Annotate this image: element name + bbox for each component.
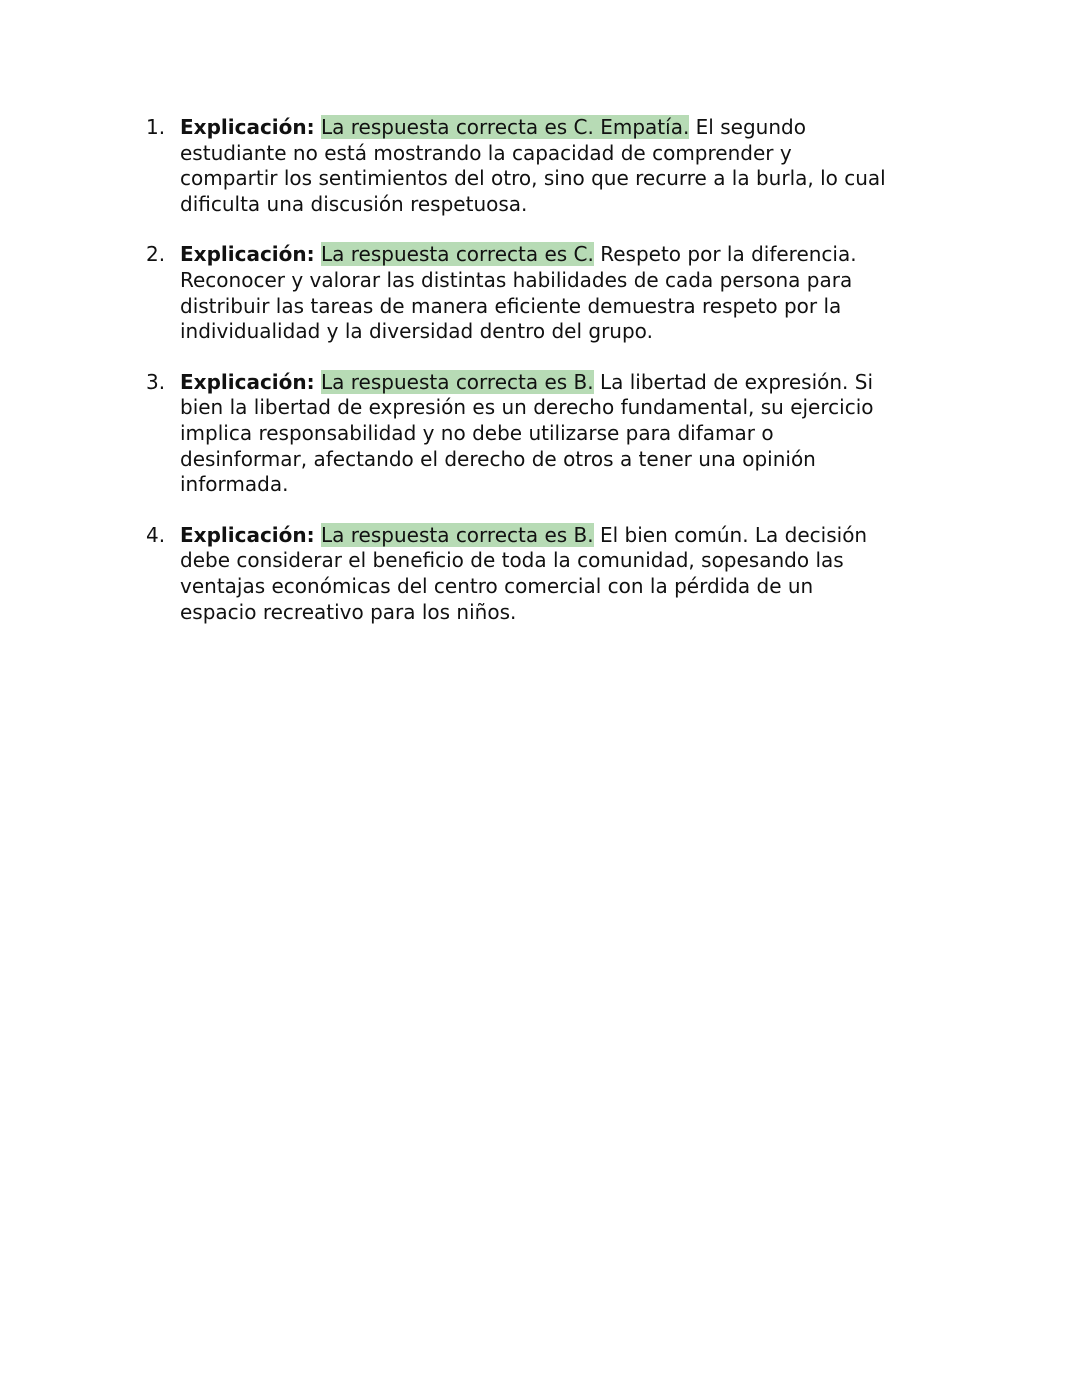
list-item — [146, 523, 886, 625]
highlighted-answer: La respuesta correcta es B. — [321, 369, 594, 394]
highlighted-answer: La respuesta correcta es B. — [321, 522, 594, 547]
item-number: 3. — [146, 369, 166, 394]
item-number: 2. — [146, 242, 166, 267]
list-item — [146, 370, 886, 498]
list-item — [146, 115, 886, 217]
item-explanation: La libertad de expresión. Si bien la libertad de expresión es un derecho fundamental, su ejercicio implica responsabilidad y no debe utilizarse para difamar o desinformar, afectando el derecho de otros a tener una opinión informada. — [180, 369, 874, 497]
explanation-list — [146, 115, 886, 650]
item-explanation: El segundo estudiante no está mostrando la capacidad de comprender y compartir los sentimientos del otro, sino que recurre a la burla, lo cual dificulta una discusión respetuosa. — [180, 115, 886, 216]
item-number: 1. — [146, 115, 166, 139]
highlighted-answer: La respuesta correcta es C. Empatía. — [321, 115, 690, 139]
list-item — [146, 242, 886, 344]
item-label: Explicación: — [180, 522, 315, 547]
item-explanation: El bien común. La decisión debe considerar el beneficio de toda la comunidad, sopesando las ventajas económicas del centro comercial con la pérdida de un espacio recreativo para los niños. — [180, 522, 868, 624]
item-label: Explicación: — [180, 115, 315, 139]
item-label: Explicación: — [180, 369, 315, 394]
item-explanation: Respeto por la diferencia. Reconocer y valorar las distintas habilidades de cada persona para distribuir las tareas de manera eficiente demuestra respeto por la individualidad y la diversidad dentro del grupo. — [180, 242, 857, 344]
item-label: Explicación: — [180, 242, 315, 267]
highlighted-answer: La respuesta correcta es C. — [321, 242, 594, 267]
item-number: 4. — [146, 522, 166, 547]
